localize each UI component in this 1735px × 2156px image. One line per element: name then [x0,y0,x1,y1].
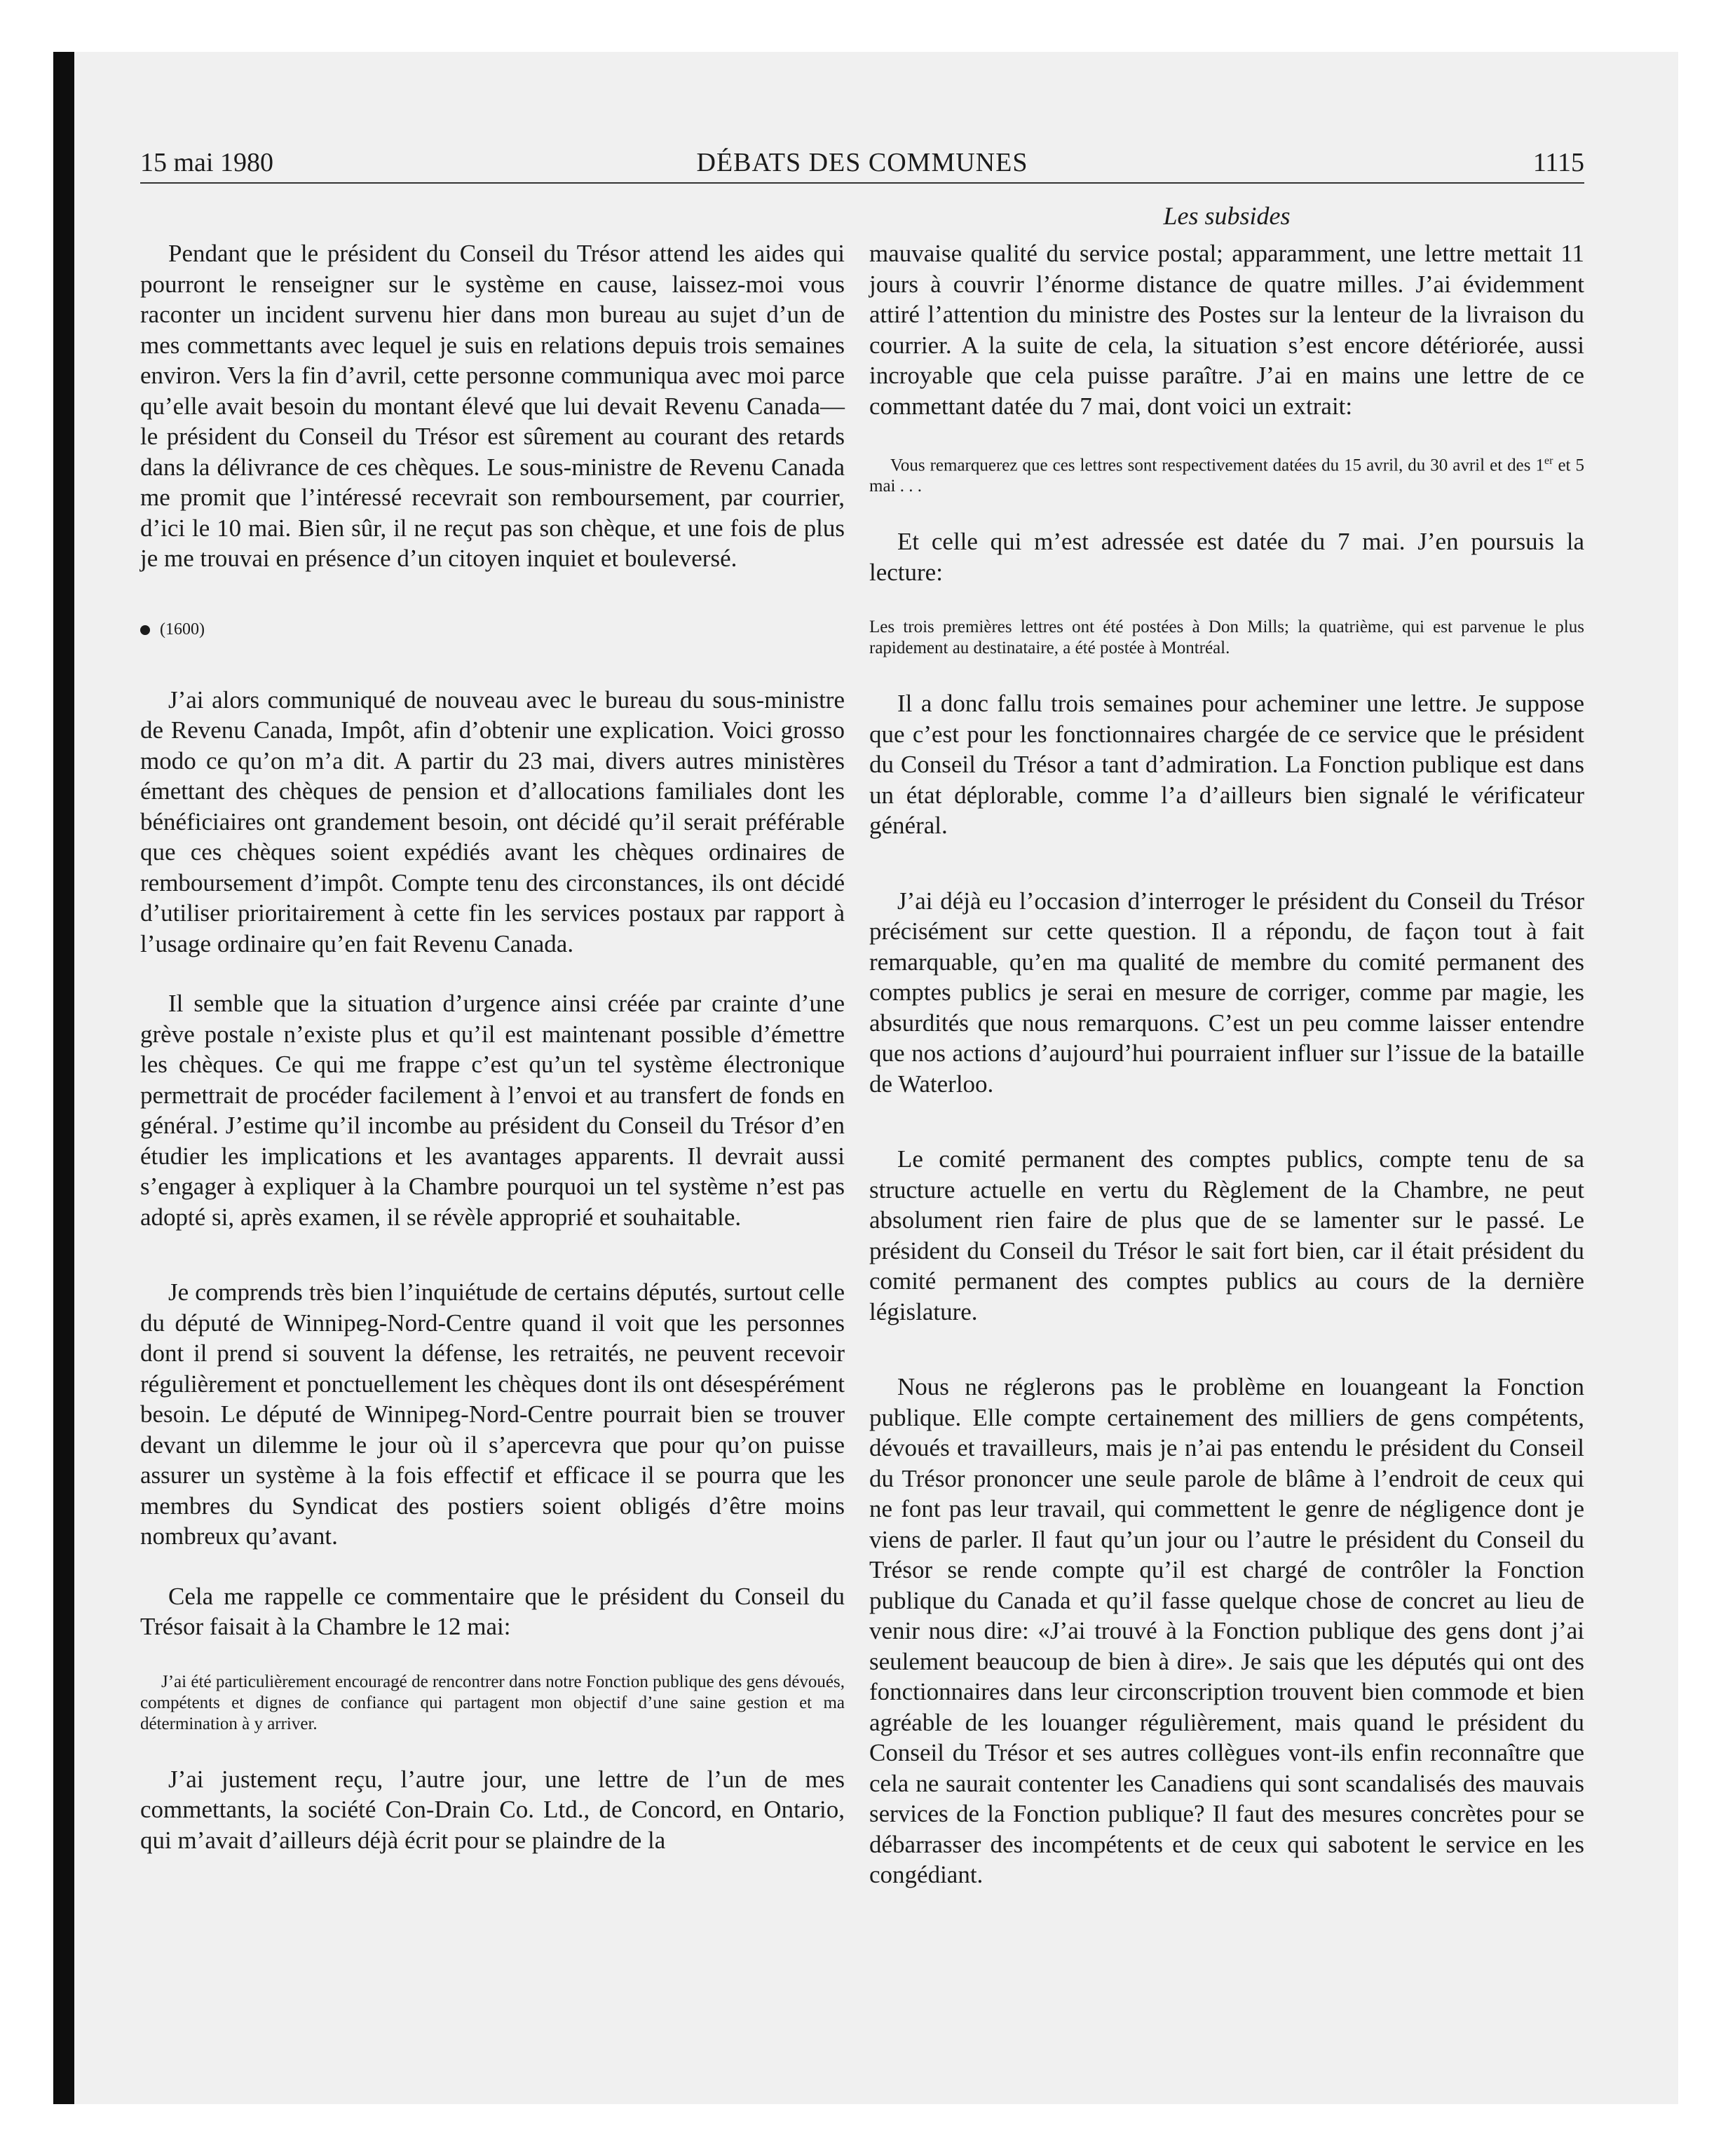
paragraph: Nous ne réglerons pas le problème en louangeant la Fonction publique. Elle compte certainement des milliers de gens compétents, dévoués et travailleurs, mais je n’ai pas entendu le président du Conseil du Trésor prononcer une seule parole de blâme à l’endroit de ceux qui ne font pas leur travail, qui commettent le genre de négligence dont je viens de parler. Il faut qu’un jour ou l’autre le président du Conseil du Trésor se rende compte qu’il est chargé de contrôler la Fonction publique du Canada et qu’il fasse quelque chose de concret au lieu de venir nous dire: «J’ai trouvé à la Fonction publique des gens dont j’ai seulement beaucoup de bien à dire». Je sais que les députés qui ont des fonctionnaires dans leur circonscription trouvent bien commode et bien agréable de les louanger régulièrement, mais quand le président du Conseil du Trésor et ses autres collègues vont-ils enfin reconnaître que cela ne saurait contenter les Canadiens qui sont scandalisés des mauvais services de la Fonction publique? Il faut des mesures concrètes pour se débarrasser des incompétents et de ceux qui sabotent le service en les congédiant. [869,1373,1584,1889]
paragraph: J’ai déjà eu l’occasion d’interroger le président du Conseil du Trésor précisément sur cette question. Il a répondu, de façon tout à fait remarquable, qu’en ma qualité de membre du comité permanent des comptes publics je serai en mesure de corriger, comme par magie, les absurdités que nous remarquons. C’est un peu comme laisser entendre que nos actions d’aujourd’hui pourraient influer sur l’issue de la bataille de Waterloo. [869,887,1584,1098]
section-title: Les subsides [1163,202,1291,230]
paragraph: J’ai alors communiqué de nouveau avec le bureau du sous-ministre de Revenu Canada, Impôt, afin d’obtenir une explication. Voici grosso modo ce qu’on m’a dit. A partir du 23 mai, divers autres ministères émettant des chèques de pension et d’allocations familiales dont les bénéficiaires ont grandement besoin, ont décidé qu’il serait préférable que ces chèques soient expédiés avant les chèques ordinaires de remboursement d’impôt. Compte tenu des circonstances, ils ont décidé d’utiliser prioritairement à cette fin les services postaux par rapport à l’usage ordinaire qu’en fait Revenu Canada. [140,685,845,957]
block-quote: Les trois premières lettres ont été postées à Don Mills; la quatrième, qui est parvenue le plus rapidement au destinataire, a été postée à Montréal. [869,618,1584,658]
header-title: DÉBATS DES COMMUNES [696,148,1028,177]
paragraph: Cela me rappelle ce commentaire que le président du Conseil du Trésor faisait à la Chambre le 12 mai: [140,1582,845,1640]
time-marker-label: (1600) [160,620,205,639]
block-quote: Vous remarquerez que ces lettres sont respectivement datées du 15 avril, du 30 avril et des 1er et 5 mai . . . [869,455,1585,496]
page-header [140,143,1584,184]
left-column [140,238,845,1855]
paragraph: Il a donc fallu trois semaines pour acheminer une lettre. Je suppose que c’est pour les fonctionnaires chargée de ce service que le président du Conseil du Trésor a tant d’admiration. La Fonction publique est dans un état déplorable, comme l’a d’ailleurs bien signalé le vérificateur général. [869,690,1584,840]
paragraph: Je comprends très bien l’inquiétude de certains députés, surtout celle du député de Winnipeg-Nord-Centre quand il voit que les personnes dont il prend si souvent la défense, les retraités, ne peuvent recevoir régulièrement et ponctuellement les chèques dont ils ont désespérément besoin. Le député de Winnipeg-Nord-Centre pourrait bien se trouver devant un dilemme le jour où il s’apercevra que pour qu’on puisse assurer un système à la fois effectif et efficace il se pourra que les membres du Syndicat des postiers soient obligés d’être moins nombreux qu’avant. [140,1278,845,1550]
paragraph: J’ai justement reçu, l’autre jour, une lettre de l’un de mes commettants, la société Con-Drain Co. Ltd., de Concord, en Ontario, qui m’avait d’ailleurs déjà écrit pour se plaindre de la [140,1765,845,1854]
time-marker [140,619,845,640]
paragraph: Pendant que le président du Conseil du Trésor attend les aides qui pourront le renseigner sur le système en cause, laissez-moi vous raconter un incident survenu hier dans mon bureau au sujet d’un de mes commettants avec lequel je suis en relations depuis trois semaines environ. Vers la fin d’avril, cette personne communiqua avec moi parce qu’elle avait besoin du montant élevé que lui devait Revenu Canada—le président du Conseil du Trésor est sûrement au courant des retards dans la délivrance de ces chèques. Le sous-ministre de Revenu Canada me promit que l’intéressé recevrait son remboursement, par courrier, d’ici le 10 mai. Bien sûr, il ne reçut pas son chèque, et une fois de plus je me trouvai en présence d’un citoyen inquiet et bouleversé. [140,240,845,572]
header-date: 15 mai 1980 [140,148,273,177]
bullet-icon [140,625,150,635]
paragraph: Et celle qui m’est adressée est datée du 7 mai. J’en poursuis la lecture: [869,528,1584,586]
paragraph: mauvaise qualité du service postal; apparamment, une lettre mettait 11 jours à couvrir l’énorme distance de quatre milles. J’ai évidemment attiré l’attention du ministre des Postes sur la lenteur de la livraison du courrier. A la suite de cela, la situation s’est encore détériorée, aussi incroyable que cela puisse paraître. J’ai en mains une lettre de ce commettant datée du 7 mai, dont voici un extrait: [869,240,1584,420]
scan-edge-bar [53,52,74,2104]
right-column [869,238,1584,1890]
paragraph: Le comité permanent des comptes publics, compte tenu de sa structure actuelle en vertu du Règlement de la Chambre, ne peut absolument rien faire de plus que de se lamenter sur le passé. Le président du Conseil du Trésor le sait fort bien, car il était président du comité permanent des comptes publics au cours de la dernière législature. [869,1145,1584,1325]
paragraph: Il semble que la situation d’urgence ainsi créée par crainte d’une grève postale n’existe plus et qu’il est maintenant possible d’émettre les chèques. Ce qui me frappe c’est qu’un tel système électronique permettrait de procéder facilement à l’envoi et au transfert de fonds en général. J’estime qu’il incombe au président du Conseil du Trésor d’en étudier les implications et les avantages apparents. Il devrait aussi s’engager à expliquer à la Chambre pourquoi un tel système n’est pas adopté si, après examen, il se révèle approprié et souhaitable. [140,990,845,1231]
block-quote: J’ai été particulièrement encouragé de rencontrer dans notre Fonction publique des gens dévoués, compétents et dignes de confiance qui partagent mon objectif d’une saine gestion et ma détermination à y arriver. [140,1672,845,1733]
header-page-number: 1115 [1532,148,1584,177]
